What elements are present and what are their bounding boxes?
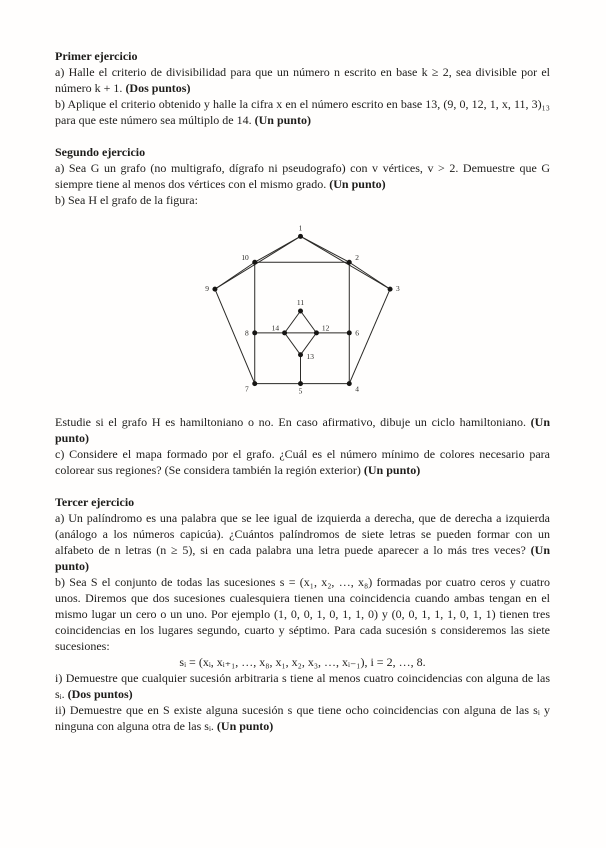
exercise3-title: Tercer ejercicio xyxy=(55,495,135,509)
exercise3-item-i-text: i) Demuestre que cualquier sucesión arbitraria s tiene al menos cuatro coincidencias con alguna de las sᵢ. xyxy=(55,671,550,701)
graph-vertex-label-13: 13 xyxy=(305,351,314,361)
graph-vertex-7 xyxy=(252,381,257,386)
graph-edge xyxy=(284,311,300,333)
graph-vertex-6 xyxy=(346,330,351,335)
exercise3-item-ii xyxy=(55,702,550,734)
graph-edge xyxy=(254,236,300,262)
exercise-3 xyxy=(55,494,550,734)
points-label: (Dos puntos) xyxy=(125,81,191,95)
graph-vertex-2 xyxy=(346,260,351,265)
points-label: (Un punto) xyxy=(254,113,311,127)
graph-vertex-label-2: 2 xyxy=(354,253,359,263)
exercise2-item-a xyxy=(55,160,550,192)
graph-vertex-13 xyxy=(298,352,303,357)
graph-vertex-12 xyxy=(313,330,318,335)
exercise3-item-a xyxy=(55,510,550,574)
points-label: (Un punto) xyxy=(55,415,550,445)
exercise3-item-ii-text: ii) Demuestre que en S existe alguna sucesión s que tiene ocho coincidencias con alguna de las sᵢ y ninguna con alguna otra de las sᵢ. xyxy=(55,703,550,733)
graph-figure-svg xyxy=(202,222,404,400)
exercise-1 xyxy=(55,48,550,128)
graph-edge xyxy=(214,236,300,289)
points-label: (Un punto) xyxy=(329,177,386,191)
graph-vertex-1 xyxy=(298,234,303,239)
graph-vertex-label-12: 12 xyxy=(321,323,329,333)
exercise2-item-b-intro: b) Sea H el grafo de la figura: xyxy=(55,193,198,207)
graph-vertex-8 xyxy=(252,330,257,335)
graph-vertex-14 xyxy=(282,330,287,335)
graph-vertex-5 xyxy=(298,381,303,386)
graph-vertex-label-1: 1 xyxy=(298,223,302,233)
exercise3-item-a-text: a) Un palíndromo es una palabra que se lee igual de izquierda a derecha, que de derecha a izquierda (análogo a los números capicúa). ¿Cuántos palíndromos de siete letras se pueden formar con un alfabeto de n letras (n ≥ 5), si en cada palabra una letra puede aparecer a lo más tres veces? xyxy=(55,511,550,557)
exercise1-item-b-text: b) Aplique el criterio obtenido y halle la cifra x en el número escrito en base 13, (9, 0, 12, 1, x, 11, 3)₁₃ para que este número sea múltiplo de 14. xyxy=(55,97,550,127)
graph-vertex-label-4: 4 xyxy=(354,384,359,394)
graph-edge xyxy=(300,311,316,333)
exercise2-item-c-text: c) Considere el mapa formado por el grafo. ¿Cuál es el número mínimo de colores necesario para colorear sus regiones? (Se considera también la región exterior) xyxy=(55,447,550,477)
points-label: (Un punto) xyxy=(216,719,274,733)
exercise1-item-a xyxy=(55,64,550,96)
graph-vertex-label-10: 10 xyxy=(240,253,249,263)
sequence-formula: sᵢ = (xᵢ, xᵢ₊₁, …, x₈, x₁, x₂, x₃, …, xᵢ₋₁), i = 2, …, 8. xyxy=(179,655,426,669)
graph-edge xyxy=(284,333,300,355)
exercise1-item-b xyxy=(55,96,550,128)
graph-vertex-10 xyxy=(252,260,257,265)
exercise2-item-b-text: Estudie si el grafo H es hamiltoniano o no. En caso afirmativo, dibuje un ciclo hamiltoniano. xyxy=(55,415,531,429)
exercise2-item-c xyxy=(55,446,550,478)
graph-edge xyxy=(349,262,390,289)
graph-vertex-label-8: 8 xyxy=(244,328,249,338)
exercise-2 xyxy=(55,144,550,478)
graph-vertex-11 xyxy=(298,309,303,314)
graph-edge xyxy=(214,262,254,289)
graph-vertex-label-3: 3 xyxy=(395,284,400,294)
points-label: (Un punto) xyxy=(363,463,421,477)
exercise2-title: Segundo ejercicio xyxy=(55,145,146,159)
exercise2-item-b xyxy=(55,414,550,446)
graph-vertex-3 xyxy=(387,287,392,292)
graph-vertex-label-5: 5 xyxy=(298,386,302,396)
exercise3-item-b: b) Sea S el conjunto de todas las sucesiones s = (x₁, x₂, …, x₈) formadas por cuatro ceros y cuatro unos. Diremos que dos sucesiones cualesquiera tienen una coincidencia cuando ambas tengan en el mismo lugar un cero o un uno. Por ejemplo (1, 0, 0, 1, 0, 1, 1, 0) y (0, 0, 1, 1, 1, 0, 1, 1) tienen tres coincidencias en los lugares segundo, cuarto y séptimo. Para cada sucesión s consideremos las siete sucesiones: xyxy=(55,575,550,653)
graph-edge xyxy=(214,289,254,384)
exercise2-item-a-text: a) Sea G un grafo (no multigrafo, dígrafo ni pseudografo) con v vértices, v > 2. Demuestre que G siempre tiene al menos dos vértices con el mismo grado. xyxy=(55,161,550,191)
exercise3-item-i xyxy=(55,670,550,702)
graph-vertex-label-11: 11 xyxy=(296,298,304,308)
graph-vertex-label-7: 7 xyxy=(244,384,249,394)
points-label: (Un punto) xyxy=(55,543,550,573)
graph-vertex-4 xyxy=(346,381,351,386)
graph-figure xyxy=(198,222,408,400)
graph-vertex-label-14: 14 xyxy=(271,323,279,333)
graph-vertex-label-6: 6 xyxy=(354,328,359,338)
points-label: (Dos puntos) xyxy=(67,687,133,701)
graph-vertex-9 xyxy=(212,287,217,292)
graph-edge xyxy=(300,236,390,289)
graph-vertex-label-9: 9 xyxy=(204,284,209,294)
exercise1-title: Primer ejercicio xyxy=(55,49,138,63)
exercise1-item-a-text: a) Halle el criterio de divisibilidad para que un número n escrito en base k ≥ 2, sea divisible por el número k + 1. xyxy=(55,65,550,95)
